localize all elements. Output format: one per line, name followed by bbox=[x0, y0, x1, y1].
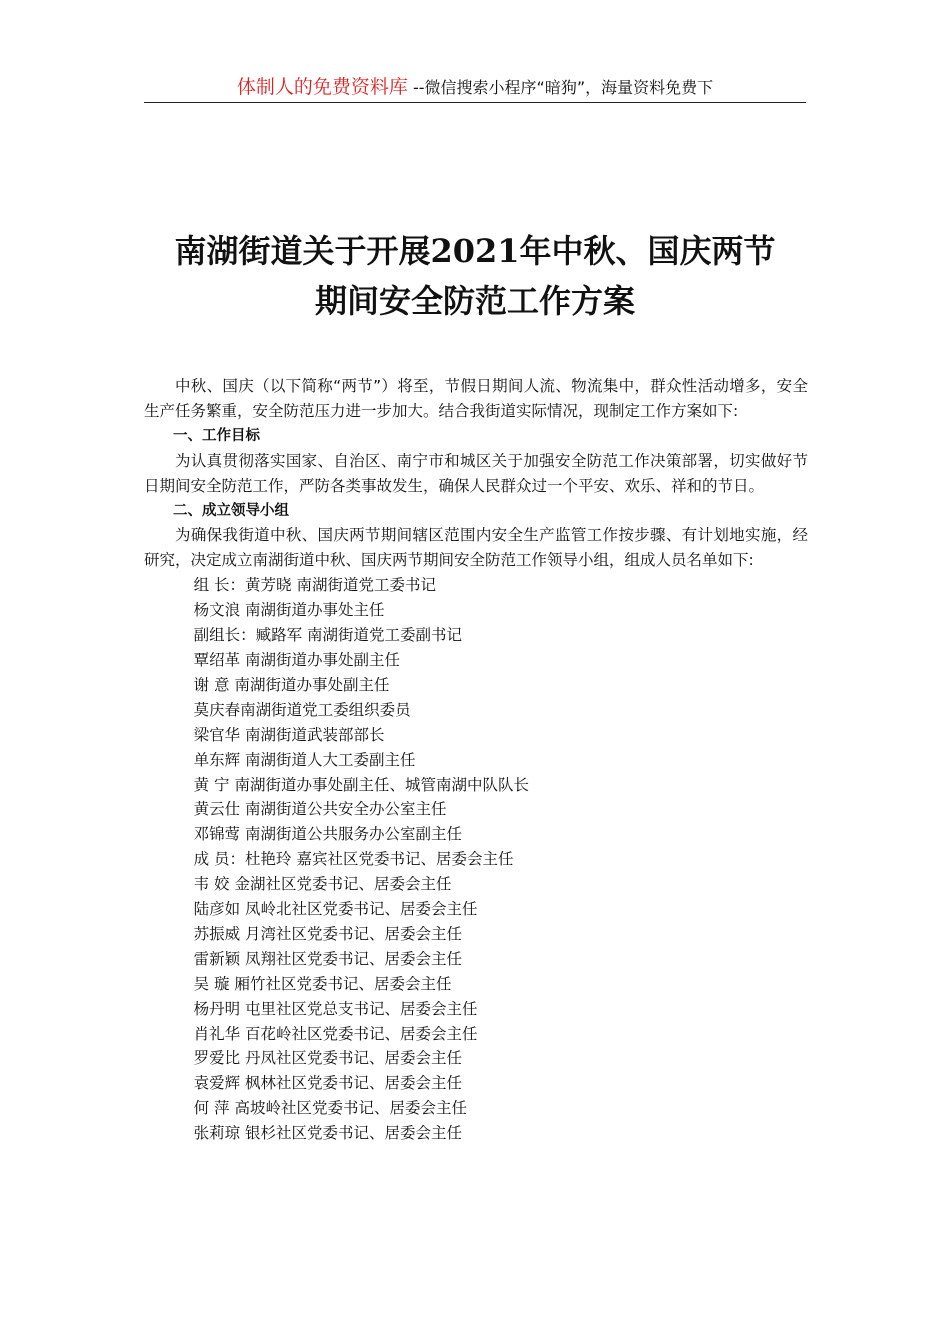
page-header bbox=[144, 72, 806, 103]
member-line: 成 员：杜艳玲 嘉宾社区党委书记、居委会主任 bbox=[193, 850, 514, 869]
document-body bbox=[144, 374, 808, 1146]
title-line-2: 期间安全防范工作方案 bbox=[314, 282, 635, 320]
member-line: 组 长：黄芳晓 南湖街道党工委书记 bbox=[193, 576, 436, 595]
title-line-1: 南湖街道关于开展2021年中秋、国庆两节 bbox=[174, 232, 776, 270]
section-2-text: 为确保我街道中秋、国庆两节期间辖区范围内安全生产监管工作按步骤、有计划地实施，经研究，决定成立南湖街道中秋、国庆两节期间安全防范工作领导小组，组成人员名单如下: bbox=[144, 526, 808, 570]
section-1-heading: 一、工作目标 bbox=[173, 427, 260, 444]
member-line: 雷新颖 凤翔社区党委书记、居委会主任 bbox=[193, 949, 463, 968]
member-line: 黄 宁 南湖街道办事处副主任、城管南湖中队队长 bbox=[193, 775, 529, 794]
member-line: 张莉琼 银杉社区党委书记、居委会主任 bbox=[193, 1124, 463, 1143]
member-line: 单东辉 南湖街道人大工委副主任 bbox=[193, 750, 416, 769]
member-line: 肖礼华 百花岭社区党委书记、居委会主任 bbox=[193, 1024, 478, 1043]
member-line: 罗爱比 丹凤社区党委书记、居委会主任 bbox=[193, 1049, 463, 1068]
member-line: 莫庆春南湖街道党工委组织委员 bbox=[193, 700, 411, 719]
member-line: 副组长：臧路军 南湖街道党工委副书记 bbox=[193, 626, 463, 645]
member-line: 黄云仕 南湖街道公共安全办公室主任 bbox=[193, 800, 447, 819]
header-brand: 体制人的免费资料库 bbox=[236, 76, 408, 98]
member-line: 覃绍革 南湖街道办事处副主任 bbox=[193, 650, 401, 669]
member-line: 谢 意 南湖街道办事处副主任 bbox=[193, 675, 390, 694]
member-line: 杨文浪 南湖街道办事处主任 bbox=[193, 601, 385, 620]
member-list bbox=[144, 573, 808, 1146]
member-line: 梁官华 南湖街道武装部部长 bbox=[193, 725, 385, 744]
section-1-text: 为认真贯彻落实国家、自治区、南宁市和城区关于加强安全防范工作决策部署，切实做好节日期间安全防范工作，严防各类事故发生，确保人民群众过一个平安、欢乐、祥和的节日。 bbox=[144, 451, 808, 495]
header-slogan: --微信搜索小程序“暗狗”，海量资料免费下 bbox=[407, 78, 714, 97]
section-2-heading: 二、成立领导小组 bbox=[173, 502, 289, 519]
member-line: 邓锦莺 南湖街道公共服务办公室副主任 bbox=[193, 825, 463, 844]
member-line: 苏振威 月湾社区党委书记、居委会主任 bbox=[193, 924, 463, 943]
document-title bbox=[100, 226, 850, 326]
member-line: 杨丹明 屯里社区党总支书记、居委会主任 bbox=[193, 999, 478, 1018]
member-line: 何 萍 高坡岭社区党委书记、居委会主任 bbox=[193, 1099, 467, 1118]
member-line: 陆彦如 凤岭北社区党委书记、居委会主任 bbox=[193, 900, 478, 919]
member-line: 袁爱辉 枫林社区党委书记、居委会主任 bbox=[193, 1074, 463, 1093]
intro-paragraph: 中秋、国庆（以下简称“两节”）将至，节假日期间人流、物流集中，群众性活动增多，安全生产任务繁重，安全防范压力进一步加大。结合我街道实际情况，现制定工作方案如下: bbox=[144, 377, 808, 420]
member-line: 韦 姣 金湖社区党委书记、居委会主任 bbox=[193, 875, 452, 894]
member-line: 吴 璇 厢竹社区党委书记、居委会主任 bbox=[193, 974, 452, 993]
